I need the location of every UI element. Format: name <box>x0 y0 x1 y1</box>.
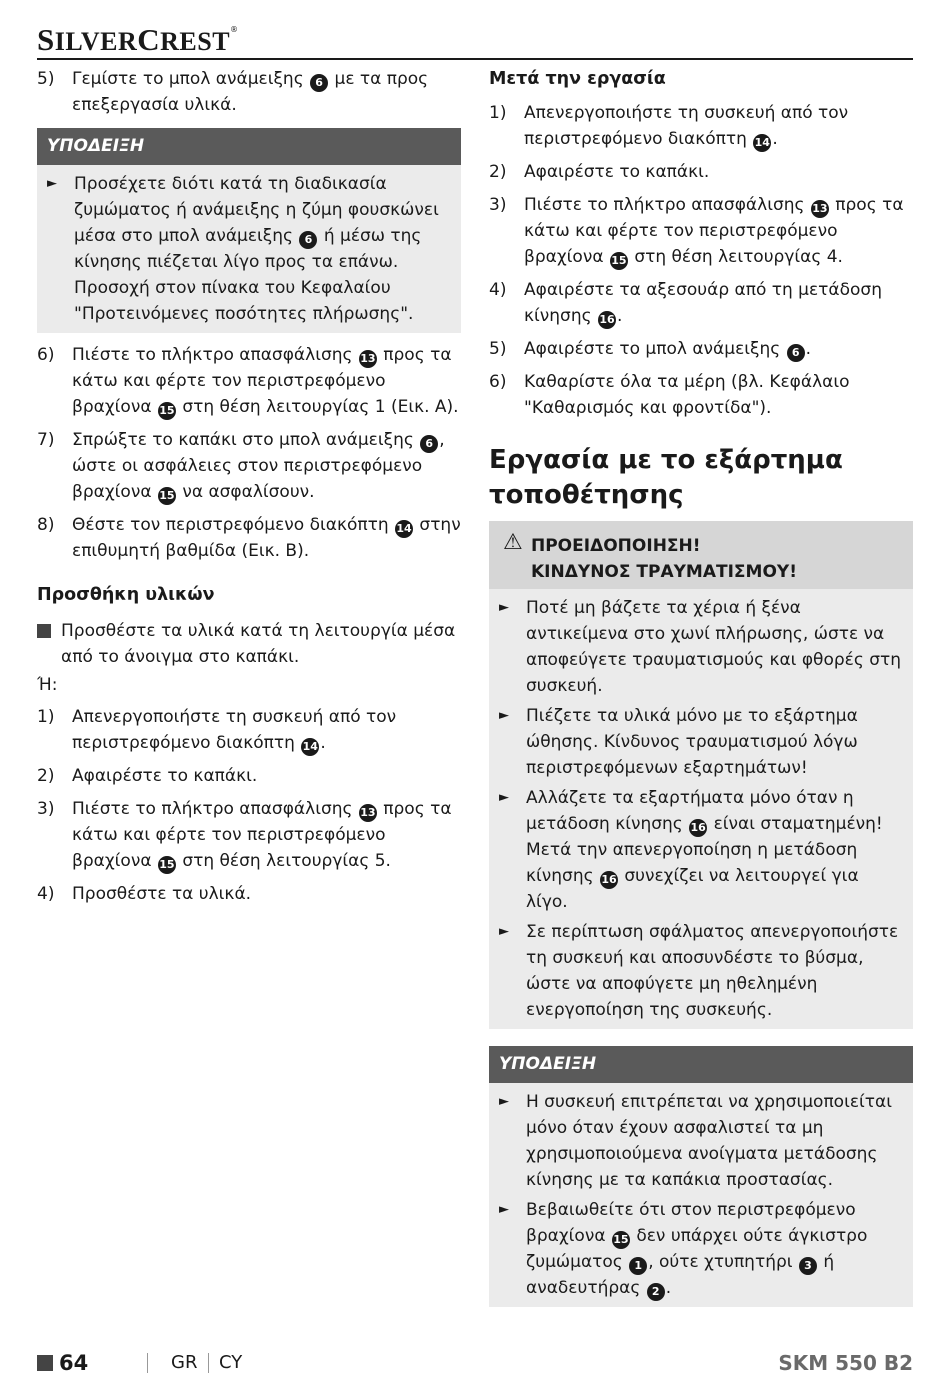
add-step-2: 2) Αφαιρέστε το καπάκι. <box>37 766 258 786</box>
language-code: CY <box>219 1352 243 1373</box>
after-step-3: 3) Πιέστε το πλήκτρο απασφάλισης 13 προς τα κάτω και φέρτε τον περιστρεφόμενο βραχίονα 15 στη θέση λειτουργίας 4. <box>489 192 913 270</box>
ref-marker: 15 <box>158 402 176 420</box>
header-divider <box>37 58 913 60</box>
arrow-icon: ► <box>47 176 57 191</box>
ref-marker: 13 <box>811 200 829 218</box>
ref-marker: 2 <box>647 1283 665 1301</box>
step-7: 7) Σπρώξτε το καπάκι στο μπολ ανάμειξης 6 , ώστε οι ασφάλειες στον περιστρεφόμενο βραχίονα 15 να ασφαλίσουν. <box>37 427 461 505</box>
right-column <box>489 66 913 1316</box>
ref-marker: 3 <box>799 1257 817 1275</box>
ref-marker: 14 <box>395 520 413 538</box>
step-5: 5) Γεμίστε το μπολ ανάμειξης 6 με τα προς επεξεργασία υλικά. <box>37 69 429 115</box>
add-step-3: 3) Πιέστε το πλήκτρο απασφάλισης 13 προς τα κάτω και φέρτε τον περιστρεφόμενο βραχίονα 15 στη θέση λειτουργίας 5. <box>37 796 461 874</box>
note-box <box>37 128 461 333</box>
ref-marker: 15 <box>158 487 176 505</box>
after-step-2: 2) Αφαιρέστε το καπάκι. <box>489 162 710 182</box>
after-work-title: Μετά την εργασία <box>489 69 666 89</box>
model-number: SKM 550 B2 <box>778 1351 913 1375</box>
ref-marker: 16 <box>600 871 618 889</box>
after-step-5: 5) Αφαιρέστε το μπολ ανάμειξης 6 . <box>489 336 913 362</box>
note-item: ► Βεβαιωθείτε ότι στον περιστρεφόμενο βραχίονα 15 δεν υπάρχει ούτε άγκιστρο ζυμώματος 1 , ούτε χτυπητήρι 3 ή αναδευτήρας 2 . <box>489 1197 913 1301</box>
ref-marker: 6 <box>299 231 317 249</box>
ref-marker: 1 <box>629 1257 647 1275</box>
add-step-1: 1) Απενεργοποιήστε τη συσκευή από τον περιστρεφόμενο διακόπτη 14 . <box>37 704 461 756</box>
ref-marker: 6 <box>310 74 328 92</box>
arrow-icon: ► <box>499 1094 509 1109</box>
add-ingredients-title: Προσθήκη υλικών <box>37 585 215 605</box>
ref-marker: 14 <box>753 134 771 152</box>
warning-item: ► Σε περίπτωση σφάλματος απενεργοποιήστε τη συσκευή και αποσυνδέστε το βύσμα, ώστε να αποφύγετε μη ηθελημένη ενεργοποίηση της συσκευής. <box>489 919 913 1023</box>
step-8: 8) Θέστε τον περιστρεφόμενο διακόπτη 14 στην επιθυμητή βαθμίδα (Εικ. B). <box>37 515 461 561</box>
arrow-icon: ► <box>499 600 509 615</box>
arrow-icon: ► <box>499 1202 509 1217</box>
page-footer <box>37 1348 913 1378</box>
note-box <box>489 1046 913 1307</box>
ref-marker: 15 <box>612 1231 630 1249</box>
left-column <box>37 66 461 914</box>
ref-marker: 13 <box>359 350 377 368</box>
page-number: 64 <box>59 1351 89 1375</box>
divider <box>147 1353 148 1373</box>
warning-item: ► Πιέζετε τα υλικά μόνο με το εξάρτημα ώθησης. Κίνδυνος τραυματισμού λόγω περιστρεφόμενων εξαρτημάτων! <box>489 703 913 781</box>
warning-item: ► Ποτέ μη βάζετε τα χέρια ή ξένα αντικείμενα στο χωνί πλήρωσης, ώστε να αποφεύγετε τραυματισμούς και φθορές στη συσκευή. <box>489 595 913 699</box>
divider <box>208 1353 209 1373</box>
note-item: ► Η συσκευή επιτρέπεται να χρησιμοποιείται μόνο όταν έχουν ασφαλιστεί τα μη χρησιμοποιούμενα ανοίγματα μετάδοσης κίνησης με τα καπάκια προστασίας. <box>489 1089 913 1193</box>
warning-item: ► Αλλάζετε τα εξαρτήματα μόνο όταν η μετάδοση κίνησης 16 είναι σταματημένη! Μετά την απενεργοποίηση η μετάδοση κίνησης 16 συνεχίζει να λειτουργεί για λίγο. <box>489 785 913 915</box>
note-heading: ΥΠΟΔΕΙΞΗ <box>489 1046 913 1083</box>
add-ingredients-item: Προσθέστε τα υλικά κατά τη λειτουργία μέσα από το άνοιγμα στο καπάκι. <box>37 618 461 670</box>
footer-square-icon <box>37 1355 53 1371</box>
step-6: 6) Πιέστε το πλήκτρο απασφάλισης 13 προς τα κάτω και φέρτε τον περιστρεφόμενο βραχίονα 15 στη θέση λειτουργίας 1 (Εικ. A). <box>37 342 461 420</box>
ref-marker: 14 <box>301 738 319 756</box>
ref-marker: 6 <box>420 435 438 453</box>
ref-marker: 15 <box>610 252 628 270</box>
warning-heading: ⚠ ΠΡΟΕΙΔΟΠΟΙΗΣΗ! ΚΙΝΔΥΝΟΣ ΤΡΑΥΜΑΤΙΣΜΟΥ! <box>489 521 913 589</box>
bullet-square-icon <box>37 624 51 638</box>
or-label: Ή: <box>37 675 58 695</box>
ref-marker: 16 <box>689 819 707 837</box>
after-step-6: 6) Καθαρίστε όλα τα μέρη (βλ. Κεφάλαιο "Καθαρισμός και φροντίδα"). <box>489 372 850 418</box>
warning-box <box>489 521 913 1029</box>
ref-marker: 6 <box>787 344 805 362</box>
after-step-1: 1) Απενεργοποιήστε τη συσκευή από τον περιστρεφόμενο διακόπτη 14 . <box>489 100 913 152</box>
language-code: GR <box>171 1352 198 1373</box>
arrow-icon: ► <box>499 790 509 805</box>
arrow-icon: ► <box>499 924 509 939</box>
section-title: Εργασία με το εξάρτημα τοποθέτησης <box>489 445 843 510</box>
arrow-icon: ► <box>499 708 509 723</box>
ref-marker: 15 <box>158 856 176 874</box>
warning-triangle-icon: ⚠ <box>503 530 523 555</box>
note-heading: ΥΠΟΔΕΙΞΗ <box>37 128 461 165</box>
brand-logo: SILVERCREST® <box>37 22 239 57</box>
ref-marker: 13 <box>359 804 377 822</box>
note-item: ► Προσέχετε διότι κατά τη διαδικασία ζυμώματος ή ανάμειξης η ζύμη φουσκώνει μέσα στο μπολ ανάμειξης 6 ή μέσω της κίνησης πιέζεται λίγο προς τα επάνω. Προσοχή στον πίνακα του Κεφαλαίου "Προτεινόμενες ποσότητες πλήρωσης". <box>37 171 461 327</box>
ref-marker: 16 <box>598 311 616 329</box>
add-step-4: 4) Προσθέστε τα υλικά. <box>37 884 252 904</box>
after-step-4: 4) Αφαιρέστε τα αξεσουάρ από τη μετάδοση κίνησης 16 . <box>489 277 913 329</box>
